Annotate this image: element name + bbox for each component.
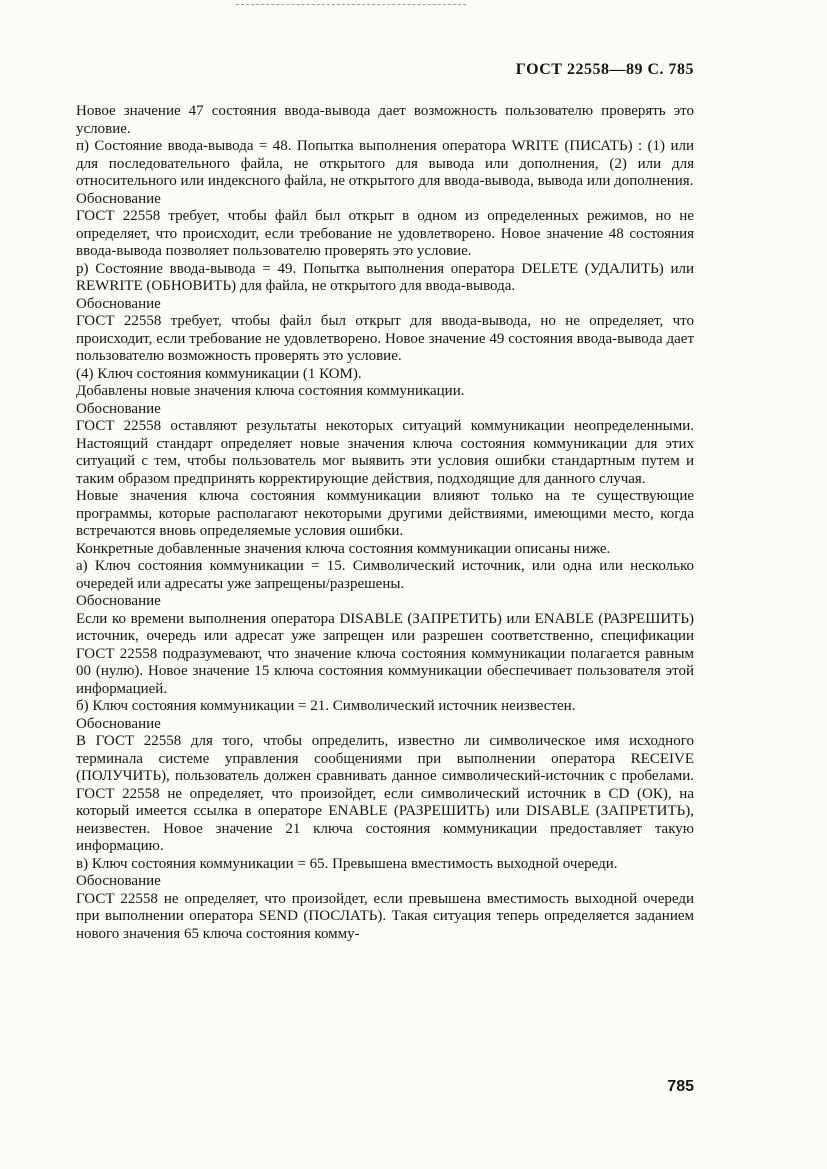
paragraph: а) Ключ состояния коммуникации = 15. Символический источник, или одна или несколько очередей или адресаты уже запрещены/разрешены.: [76, 558, 694, 592]
section-heading: Обоснование: [76, 190, 161, 207]
paragraph: Новое значение 47 состояния ввода-вывода дает возможность пользователю проверять это условие.: [76, 103, 694, 137]
paragraph: в) Ключ состояния коммуникации = 65. Превышена вместимость выходной очереди.: [76, 855, 618, 872]
section-heading: Обоснование: [76, 400, 161, 417]
page-number: 785: [667, 1078, 694, 1095]
document-page: [76, 0, 694, 1169]
paragraph: ГОСТ 22558 требует, чтобы файл был открыт в одном из определенных режимов, но не определяет, что происходит, если требование не удовлетворено. Новое значение 48 состояния ввода-вывода позволяет пользователю проверять это условие.: [76, 208, 694, 259]
paragraph: ГОСТ 22558 требует, чтобы файл был открыт для ввода-вывода, но не определяет, что происходит, если требование не удовлетворено. Новое значение 49 состояния ввода-вывода дает пользователю возможность проверять это условие.: [76, 313, 694, 364]
paragraph: (4) Ключ состояния коммуникации (1 КОМ).: [76, 365, 362, 382]
paragraph: б) Ключ состояния коммуникации = 21. Символический источник неизвестен.: [76, 698, 576, 714]
paragraph: ГОСТ 22558 оставляют результаты некоторых ситуаций коммуникации неопределенными. Настоящий стандарт определяет новые значения ключа состояния коммуникации для этих ситуаций с тем, чтобы пользователь мог выявить эти условия ошибки стандартным путем и таким образом предпринять корректирующие действия, подходящие для данного случая.: [76, 418, 694, 487]
document-body: [76, 103, 694, 943]
paragraph: В ГОСТ 22558 для того, чтобы определить, известно ли символическое имя исходного терминала системе управления сообщениями при выполнении оператора RECEIVE (ПОЛУЧИТЬ), пользователь должен сравнивать данное символический-источник с пробелами. ГОСТ 22558 не определяет, что произойдет, если символический источник в CD (ОК), на который имеется ссылка в операторе ENABLE (РАЗРЕШИТЬ) или DISABLE (ЗАПРЕТИТЬ), неизвестен. Новое значение 21 ключа состояния коммуникации предоставляет такую информацию.: [76, 733, 694, 854]
paragraph: ГОСТ 22558 не определяет, что произойдет, если превышена вместимость выходной очереди при выполнении оператора SEND (ПОСЛАТЬ). Такая ситуация теперь определяется заданием нового значения 65 ключа состояния комму-: [76, 890, 694, 942]
scan-artifact-line: [236, 4, 466, 5]
paragraph: Добавлены новые значения ключа состояния коммуникации.: [76, 383, 465, 399]
paragraph: Новые значения ключа состояния коммуникации влияют только на те существующие программы, которые располагают некоторыми другими действиями, имеющими место, когда встречаются вновь определяемые условия ошибки.: [76, 488, 694, 539]
paragraph: Если ко времени выполнения оператора DISABLE (ЗАПРЕТИТЬ) или ENABLE (РАЗРЕШИТЬ) источник, очередь или адресат уже запрещен или разрешен соответственно, спецификации ГОСТ 22558 подразумевают, что значение ключа состояния коммуникации полагается равным 00 (нулю). Новое значение 15 ключа состояния коммуникации обеспечивает пользователя этой информацией.: [76, 610, 694, 697]
section-heading: Обоснование: [76, 873, 161, 889]
section-heading: Обоснование: [76, 593, 161, 609]
section-heading: Обоснование: [76, 295, 161, 312]
paragraph: Конкретные добавленные значения ключа состояния коммуникации описаны ниже.: [76, 540, 611, 557]
paragraph: р) Состояние ввода-вывода = 49. Попытка выполнения оператора DELETE (УДАЛИТЬ) или REWRITE (ОБНОВИТЬ) для файла, не открытого для ввода-вывода.: [76, 260, 694, 294]
section-heading: Обоснование: [76, 715, 161, 732]
paragraph: п) Состояние ввода-вывода = 48. Попытка выполнения оператора WRITE (ПИСАТЬ) : (1) или для последовательного файла, не открытого для вывода или дополнения, (2) или для относительного или индексного файла, не открытого для ввода-вывода, вывода или дополнения.: [76, 138, 694, 189]
running-head: ГОСТ 22558—89 С. 785: [515, 61, 694, 78]
